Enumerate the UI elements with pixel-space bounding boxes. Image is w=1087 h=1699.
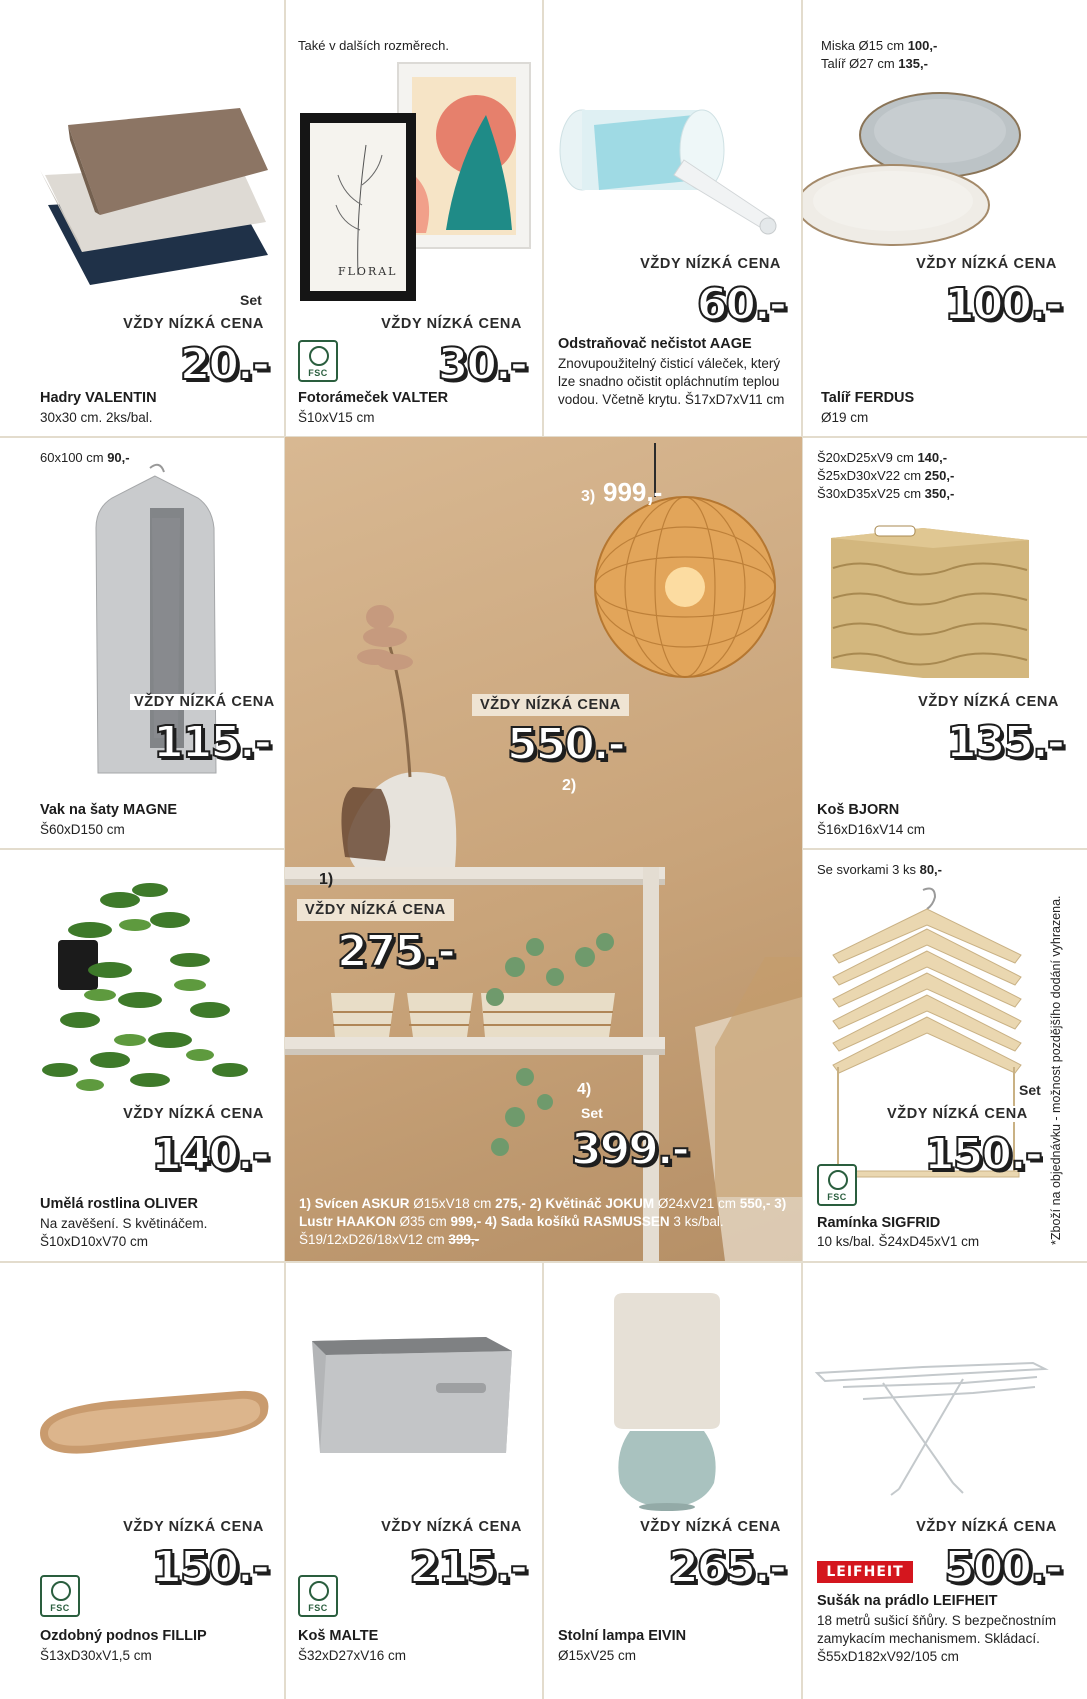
frame-image [286, 55, 542, 315]
low-price-label: VŽDY NÍZKÁ CENA [640, 1519, 781, 1535]
fsc-logo: FSC [40, 1575, 80, 1617]
fsc-logo: FSC [298, 1575, 338, 1617]
price-variants: Š20xD25xV9 cm 140,- Š25xD30xV22 cm 250,- Š30xD35xV25 cm 350,- [817, 450, 955, 501]
product-desc: Š32xD27xV16 cm [298, 1648, 407, 1663]
basket-image [803, 518, 1087, 718]
plate-image [803, 85, 1087, 265]
product-desc: Š60xD150 cm [40, 822, 125, 837]
product-name: Vak na šaty MAGNE [40, 802, 177, 818]
price: 30.- [437, 339, 526, 390]
frame-art-text: FLORAL [338, 265, 398, 278]
low-price-label: VŽDY NÍZKÁ CENA [123, 1106, 264, 1122]
product-desc: 18 metrů sušicí šňůry. S bezpečnostním zamykacím mechanismem. Skládací. Š55xD182xV92/105 cm [817, 1613, 1057, 1664]
low-price-label: VŽDY NÍZKÁ CENA [916, 1519, 1057, 1535]
product-name: Ramínka SIGFRID [817, 1215, 941, 1231]
price: 100.- [944, 279, 1061, 330]
price: 150.- [151, 1542, 268, 1593]
vase-price: 550.- [507, 719, 624, 770]
product-desc: Š16xD16xV14 cm [817, 822, 926, 837]
plant-image [0, 870, 284, 1120]
product-name: Talíř FERDUS [821, 390, 915, 406]
product-card-box[interactable] [286, 1263, 542, 1699]
product-name: Stolní lampa EIVIN [558, 1628, 687, 1644]
set-label: Set [240, 292, 262, 308]
low-price-label: VŽDY NÍZKÁ CENA [381, 316, 522, 332]
fsc-logo: FSC [298, 340, 338, 382]
low-price-label: VŽDY NÍZKÁ CENA [123, 1519, 264, 1535]
price: 265.- [668, 1542, 785, 1593]
price: 20.- [179, 339, 268, 390]
low-price-label: VŽDY NÍZKÁ CENA [918, 694, 1059, 710]
product-desc: Na zavěšení. S květináčem. Š10xD10xV70 cm [40, 1216, 208, 1249]
price: 500.- [944, 1542, 1061, 1593]
product-desc: Znovupoužitelný čisticí váleček, který lze snadno očistit opláchnutím teplou vodou. Včetně krytu. Š17xD7xV11 cm [558, 356, 785, 407]
product-card-plate[interactable] [803, 0, 1087, 436]
hero-scene [285, 437, 802, 1261]
low-price-label: VŽDY NÍZKÁ CENA [472, 694, 629, 716]
baskets-set-label: Set [581, 1105, 603, 1121]
low-price-label: VŽDY NÍZKÁ CENA [123, 316, 264, 332]
low-price-label: VŽDY NÍZKÁ CENA [381, 1519, 522, 1535]
product-card-clothes-dryer[interactable] [803, 1263, 1087, 1699]
low-price-label: VŽDY NÍZKÁ CENA [640, 256, 781, 272]
baskets-price: 399.- [571, 1124, 688, 1175]
product-desc: Ø19 cm [821, 410, 869, 425]
product-name: Koš MALTE [298, 1628, 379, 1644]
price-variants: Miska Ø15 cm 100,- Talíř Ø27 cm 135,- [821, 38, 938, 71]
low-price-label: VŽDY NÍZKÁ CENA [916, 256, 1057, 272]
product-card-hangers[interactable] [803, 850, 1043, 1261]
hero-product-list: 1) Svícen ASKUR Ø15xV18 cm 275,- 2) Květináč JOKUM Ø24xV21 cm 550,- 3) Lustr HAAKON Ø35 cm 999,- 4) Sada košíků RASMUSSEN 3 ks/bal. Š19/12xD26/18xV12 cm 399,- [299, 1196, 787, 1247]
product-name: Koš BJORN [817, 802, 900, 818]
product-card-table-lamp[interactable] [544, 1263, 801, 1699]
towels-image [0, 0, 284, 300]
product-desc: Ø15xV25 cm [558, 1648, 637, 1663]
product-desc: Š10xV15 cm [298, 410, 375, 425]
leifheit-logo: LEIFHEIT [817, 1561, 913, 1583]
product-card-towels[interactable] [0, 0, 284, 436]
pendant-price: 999,- [603, 477, 663, 507]
fsc-logo: FSC [817, 1164, 857, 1206]
product-name: Umělá rostlina OLIVER [40, 1196, 198, 1212]
price: 150.- [924, 1129, 1041, 1180]
product-name: Ozdobný podnos FILLIP [40, 1628, 207, 1644]
low-price-label: VŽDY NÍZKÁ CENA [883, 1106, 1032, 1122]
set-label: Set [1019, 1082, 1041, 1098]
product-card-basket[interactable] [803, 438, 1087, 848]
clothes-dryer-image [803, 1323, 1087, 1523]
product-name: Fotorámeček VALTER [298, 390, 449, 406]
price: 115.- [153, 717, 270, 768]
size-note: Také v dalších rozměrech. [298, 38, 450, 53]
vase-tag: 2) [562, 777, 577, 794]
product-card-lint-roller[interactable] [544, 0, 801, 436]
product-name: Hadry VALENTIN [40, 390, 157, 406]
price: 135.- [946, 717, 1063, 768]
product-card-tray[interactable] [0, 1263, 284, 1699]
pendant-tag: 3) [581, 488, 596, 505]
order-disclaimer: *Zboží na objednávku - možnost pozdějšího dodání vyhrazena. [1049, 895, 1063, 1245]
box-image [286, 1303, 542, 1503]
product-desc: Š13xD30xV1,5 cm [40, 1648, 152, 1663]
price: 140.- [151, 1129, 268, 1180]
product-card-frame[interactable] [286, 0, 542, 436]
price-variants: 60x100 cm 90,- [40, 450, 130, 465]
product-card-plant[interactable] [0, 850, 284, 1261]
product-desc: 10 ks/bal. Š24xD45xV1 cm [817, 1234, 980, 1249]
low-price-label: VŽDY NÍZKÁ CENA [297, 899, 454, 921]
candle-price: 275.- [337, 926, 454, 977]
low-price-label: VŽDY NÍZKÁ CENA [130, 694, 279, 710]
product-name: Sušák na prádlo LEIFHEIT [817, 1593, 998, 1609]
product-card-garment-bag[interactable] [0, 438, 284, 848]
product-name: Odstraňovač nečistot AAGE [558, 336, 752, 352]
table-lamp-image [544, 1263, 801, 1513]
hero-lifestyle-image [285, 437, 802, 1261]
baskets-tag: 4) [577, 1081, 592, 1098]
price: 215.- [409, 1542, 526, 1593]
product-desc: 30x30 cm. 2ks/bal. [40, 410, 153, 425]
price-variants: Se svorkami 3 ks 80,- [817, 862, 942, 877]
price: 60.- [696, 279, 785, 330]
candle-tag: 1) [319, 871, 334, 888]
